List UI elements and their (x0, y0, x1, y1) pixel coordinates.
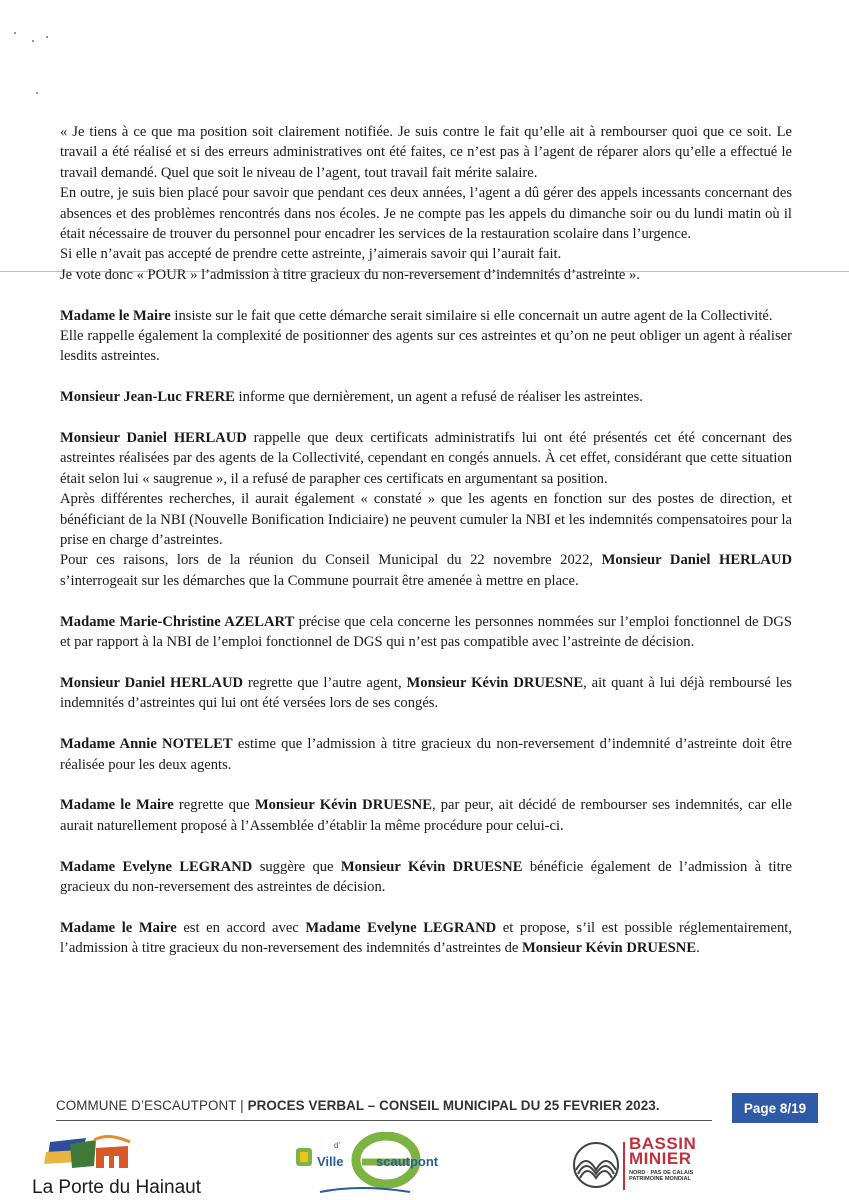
paragraph-text: . (696, 940, 700, 957)
paragraph-spacer (60, 836, 792, 856)
paragraph (60, 918, 792, 959)
paragraph-spacer (60, 714, 792, 734)
speaker-name: Madame Evelyne LEGRAND (305, 919, 497, 936)
paragraph-text: Pour ces raisons, lors de la réunion du Conseil Municipal du 22 novembre 2022, (60, 552, 602, 569)
bassin-title-line1: BASSIN (629, 1134, 697, 1153)
page-number-badge: Page 8/19 (732, 1093, 818, 1123)
paragraph (60, 612, 792, 653)
bassin-minier-title (629, 1136, 696, 1166)
paragraph-text: , par peur, ait décidé de rembourser ses indemnités, car elle aurait naturellement proposé à l’Assemblée d’établir la même procédure pour celui-ci. (60, 797, 793, 834)
paragraph-spacer (60, 897, 792, 917)
paragraph-text: est en accord avec (176, 919, 306, 936)
bassin-sub-line1: NORD · PAS DE CALAIS (629, 1170, 694, 1176)
paragraph-text: informe que dernièrement, un agent a refusé de réaliser les astreintes. (234, 389, 643, 406)
paragraph-spacer (60, 775, 792, 795)
bassin-minier-subtitle (629, 1170, 693, 1183)
paragraph (60, 326, 792, 367)
speaker-name: Madame Evelyne LEGRAND (60, 858, 253, 875)
paragraph (60, 673, 792, 714)
speaker-name: Monsieur Daniel HERLAUD (60, 674, 244, 691)
paragraph-spacer (60, 591, 792, 611)
speaker-name: Monsieur Daniel HERLAUD (60, 430, 247, 447)
speaker-name: Madame Annie NOTELET (60, 736, 233, 753)
paragraph-text: « Je tiens à ce que ma position soit clairement notifiée. Je suis contre le fait qu’elle ait à rembourser quoi que ce soit. Le travail a été réalisé et si des erreurs administratives ont été faites, ce n’est pas à l’agent de réparer alors qu’elle a effectué le travail demandé. Quel que soit le niveau de l’agent, tout travail fait mérite salaire. (60, 124, 792, 181)
paragraph (60, 795, 792, 836)
paragraph-text: bénéficie également de l’admission à titre gracieux du non-reversement des astreintes de décision. (60, 858, 792, 895)
paragraph-text: regrette que l’autre agent, (243, 674, 407, 691)
paragraph-text: En outre, je suis bien placé pour savoir que pendant ces deux années, l’agent a dû gérer des appels incessants concernant des absences et des problèmes rencontrés dans nos écoles. Je ne compte pas les appels du dimanche soir ou du lundi matin où il était nécessaire de trouver du personnel pour encadrer les services de la restauration scolaire dans l’urgence. (60, 185, 792, 243)
paragraph-text: précise que cela concerne les personnes nommées sur l’emploi fonctionnel de DGS et par rapport à la NBI de l’emploi fonctionnel de DGS qui n’est pas compatible avec l’astreinte de décision. (60, 613, 792, 651)
scan-artifacts (14, 32, 64, 102)
speaker-name: Madame Marie-Christine AZELART (60, 613, 295, 630)
ville-d-label: d’ (334, 1141, 341, 1150)
ville-label: Ville (317, 1154, 344, 1169)
footer-title (56, 1098, 706, 1113)
paragraph-text: regrette que (173, 797, 255, 814)
paragraph-text: s’interrogeait sur les démarches que la Commune pourrait être amenée à mettre en place. (60, 572, 579, 589)
paragraph-text: et propose, s’il est possible réglementairement, l’admission à titre gracieux du non-reversement des indemnités d’astreintes de (60, 919, 792, 957)
porte-du-hainaut-logo (30, 1130, 210, 1200)
footer-commune: COMMUNE D’ESCAUTPONT (56, 1098, 237, 1113)
porte-du-hainaut-emblem-icon (30, 1130, 170, 1178)
paragraph-spacer (60, 653, 792, 673)
paragraph-text: Je vote donc « POUR » l’admission à titre gracieux du non-reversement d’indemnités d’astreinte ». (60, 266, 640, 283)
paragraph (60, 244, 792, 264)
speaker-name: Monsieur Kévin DRUESNE (406, 674, 584, 691)
paragraph-text: , ait quant à lui déjà remboursé les indemnités d’astreintes qui lui ont été versées lors de ses congés. (60, 674, 792, 712)
paragraph (60, 489, 792, 550)
paragraph-spacer (60, 367, 792, 387)
paragraph-text: estime que l’admission à titre gracieux du non-reversement d’indemnité d’astreinte doit être réalisée pour les deux agents. (60, 736, 792, 773)
minutes-body (60, 122, 792, 959)
paragraph (60, 734, 792, 775)
paragraph-text: rappelle que deux certificats administratifs lui ont été présentés cet été concernant des astreintes réalisées par des agents de la Collectivité, cependant en congés annuels. À cet effet, considérant que cette situation était selon lui « saugrenue », il a refusé de parapher ces certificats en argumentant sa position. (60, 430, 792, 487)
speaker-name: Monsieur Kévin DRUESNE (254, 797, 432, 814)
paragraph-text: suggère que (252, 858, 341, 875)
paragraph-text: Après différentes recherches, il aurait également « constaté » que les agents en fonction sur des postes de direction, et bénéficiant de la NBI (Nouvelle Bonification Indiciaire) ne peuvent cumuler la NBI et les indemnités compensatoires pour la prise en charge d’astreintes. (60, 491, 792, 549)
footer-divider (56, 1120, 712, 1121)
paragraph (60, 122, 792, 183)
paragraph (60, 183, 792, 244)
paragraph (60, 387, 792, 407)
paragraph-text: Elle rappelle également la complexité de positionner des agents sur ces astreintes et qu’on ne peut obliger un agent à réaliser lesdits astreintes. (60, 328, 792, 365)
bassin-title-line2: MINIER (629, 1149, 692, 1168)
bassin-sub-line2: PATRIMOINE MONDIAL (629, 1176, 691, 1183)
speaker-name: Monsieur Daniel HERLAUD (601, 552, 792, 569)
speaker-name: Monsieur Jean-Luc FRERE (60, 389, 235, 406)
paragraph (60, 428, 792, 489)
footer-document-title: PROCES VERBAL – CONSEIL MUNICIPAL DU 25 FEVRIER 2023. (247, 1098, 660, 1113)
paragraph-text: insiste sur le fait que cette démarche serait similaire si elle concernait un autre agent de la Collectivité. (170, 307, 773, 324)
paragraph (60, 550, 792, 591)
paragraph-text: Si elle n’avait pas accepté de prendre cette astreinte, j’aimerais savoir qui l’aurait fait. (60, 246, 562, 263)
paragraph (60, 306, 792, 326)
speaker-name: Madame le Maire (60, 307, 171, 324)
bassin-minier-logo (566, 1134, 716, 1200)
speaker-name: Monsieur Kévin DRUESNE (522, 940, 697, 957)
bassin-minier-emblem-icon (566, 1140, 626, 1190)
paragraph-spacer (60, 285, 792, 305)
paragraph (60, 857, 792, 898)
paragraph-spacer (60, 408, 792, 428)
footer-separator: | (240, 1098, 244, 1113)
escautpont-label: scautpont (376, 1154, 439, 1169)
porte-du-hainaut-label: La Porte du Hainaut (32, 1177, 202, 1198)
speaker-name: Monsieur Kévin DRUESNE (340, 858, 523, 875)
ville-escautpont-logo (290, 1132, 460, 1200)
speaker-name: Madame le Maire (60, 919, 177, 936)
speaker-name: Madame le Maire (60, 797, 174, 814)
paragraph (60, 265, 792, 285)
